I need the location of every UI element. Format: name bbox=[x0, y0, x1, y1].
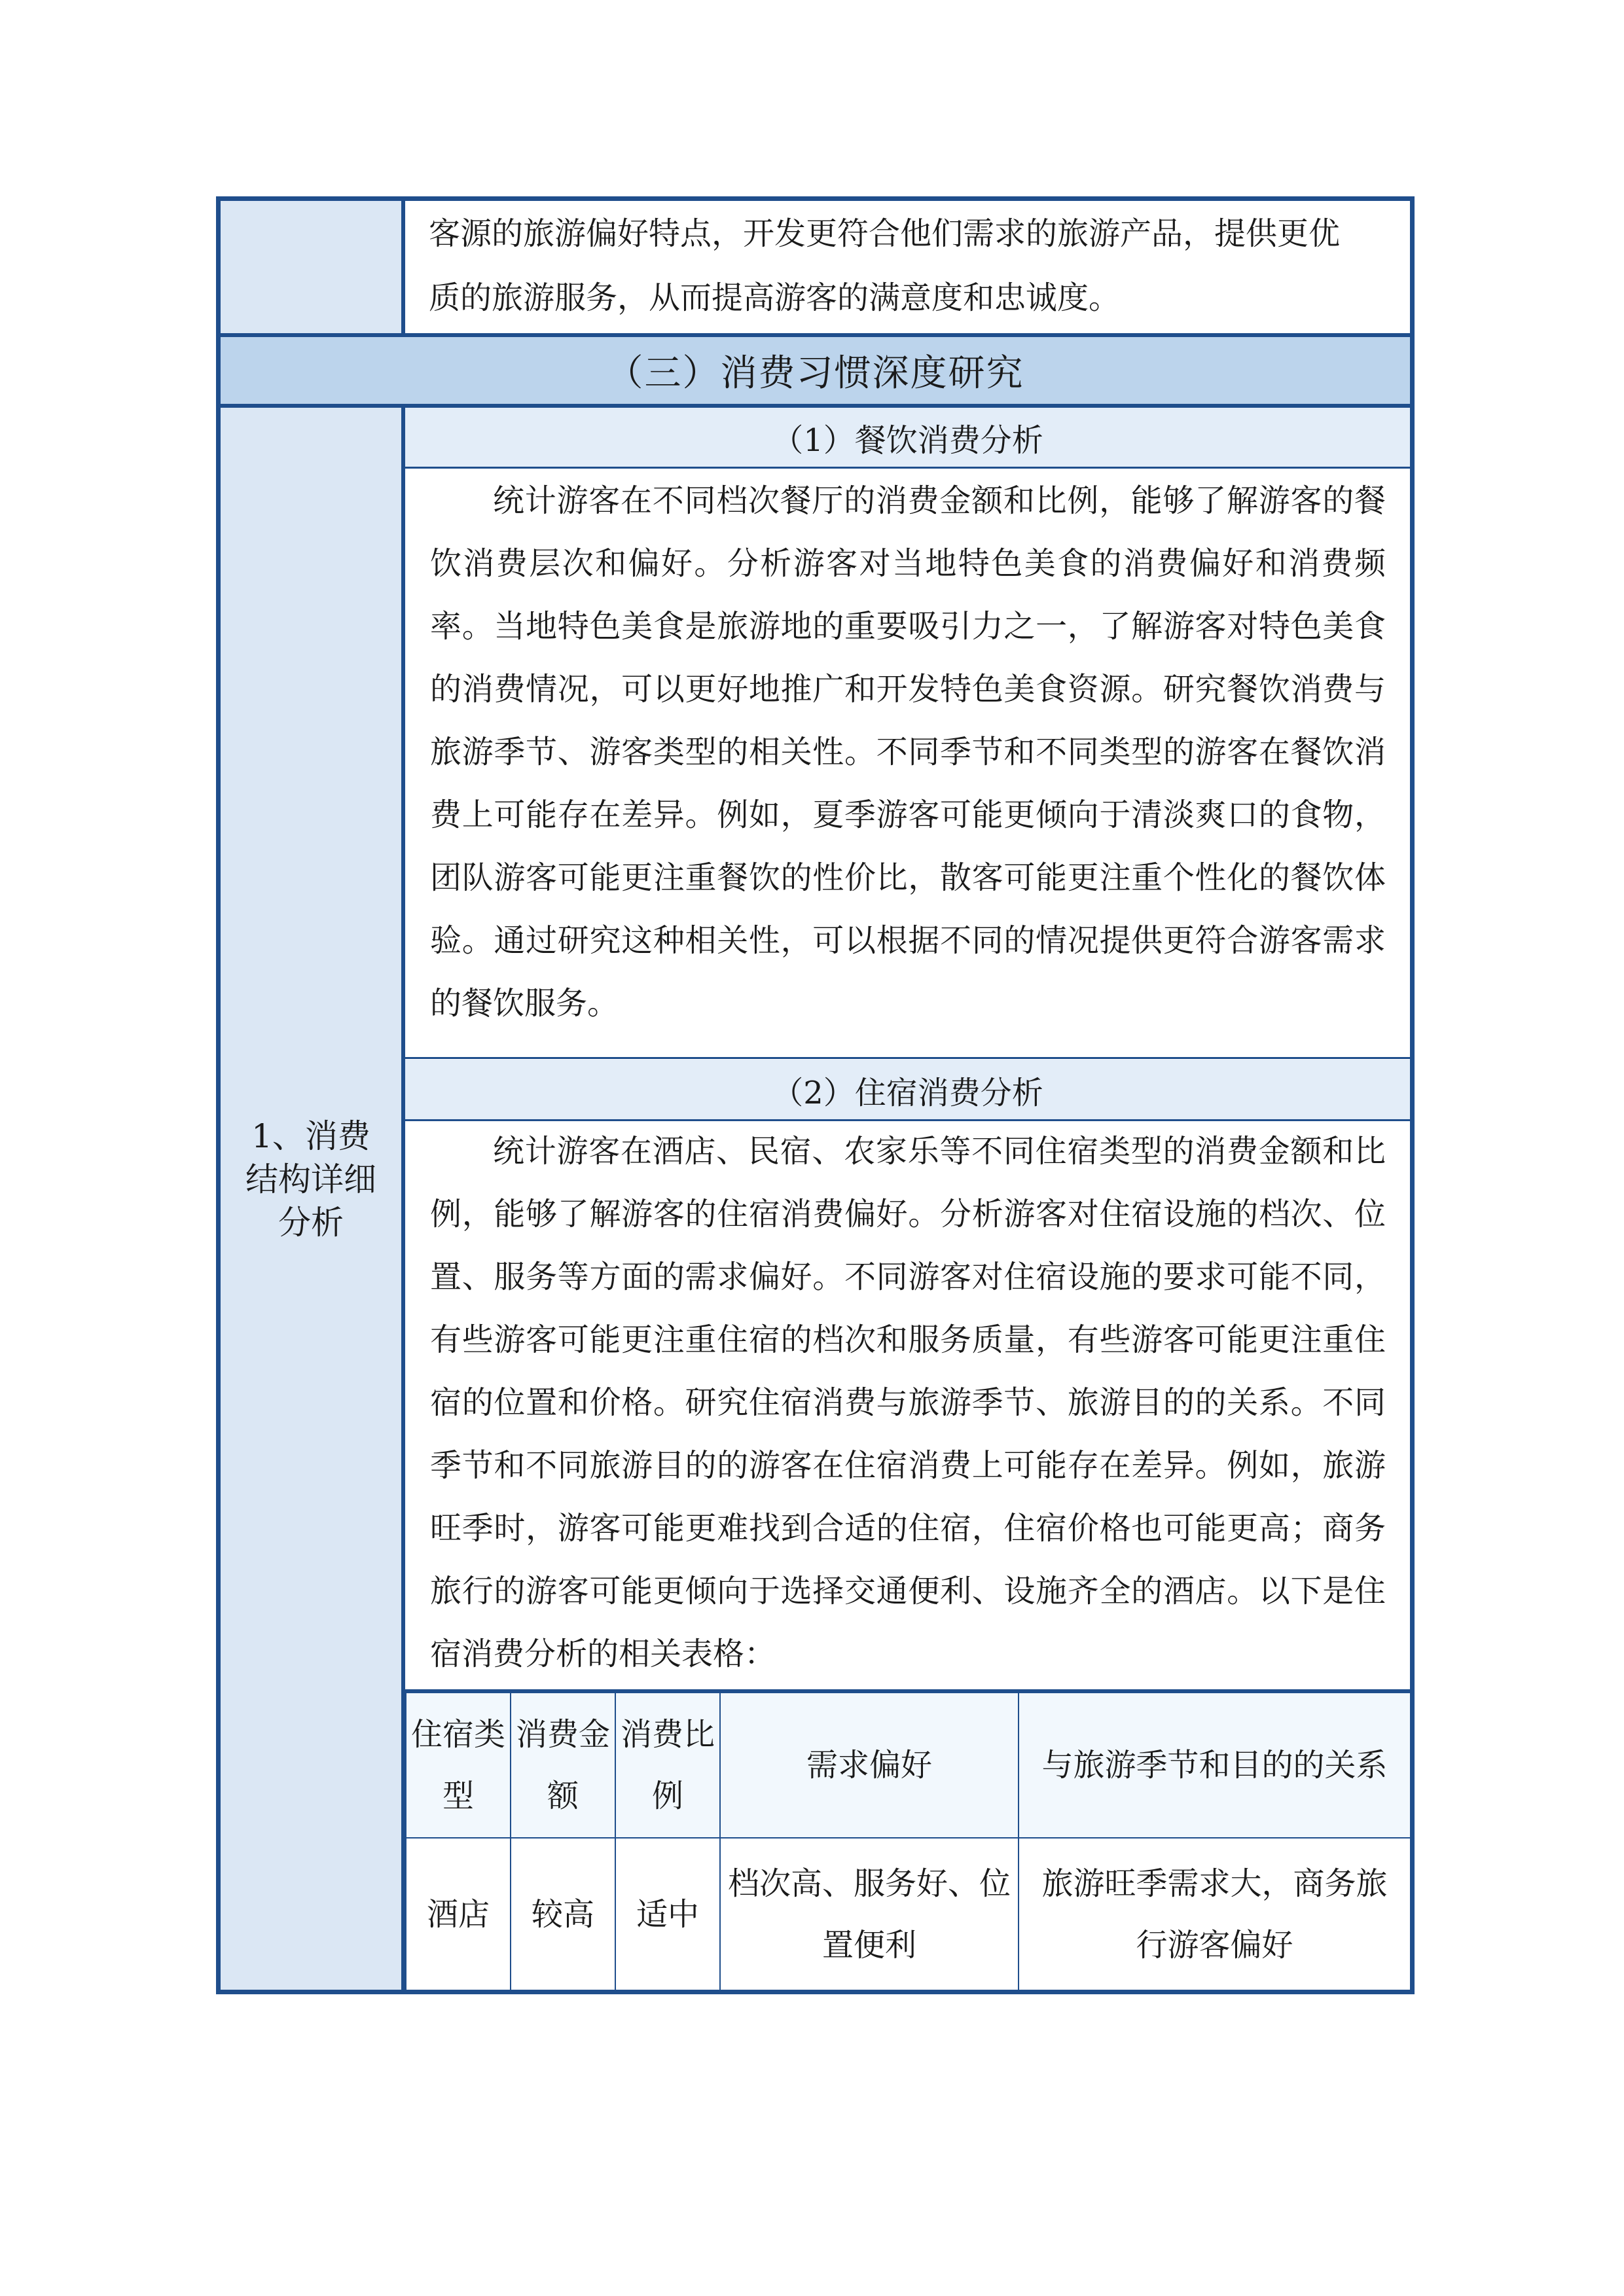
column-divider-top bbox=[401, 201, 405, 333]
section-title-band bbox=[221, 337, 1410, 404]
table-header-cell: 消费比例 bbox=[615, 1693, 720, 1838]
table-header-cell: 需求偏好 bbox=[720, 1693, 1019, 1838]
table-cell: 较高 bbox=[511, 1838, 615, 1990]
row-divider-1 bbox=[221, 333, 1410, 337]
subsection1-body bbox=[430, 469, 1386, 1022]
row-divider-6 bbox=[405, 1689, 1410, 1693]
subsection2-title-band bbox=[405, 1060, 1410, 1120]
table-row bbox=[406, 1838, 1411, 1990]
table-cell: 酒店 bbox=[406, 1838, 511, 1990]
column-divider-main bbox=[401, 408, 405, 1990]
row-divider-4 bbox=[405, 1057, 1410, 1059]
top-left-cell bbox=[221, 201, 401, 333]
subsection2-text: 统计游客在酒店、民宿、农家乐等不同住宿类型的消费金额和比例，能够了解游客的住宿消费偏好。分析游客对住宿设施的档次、位置、服务等方面的需求偏好。不同游客对住宿设施的要求可能不同，有些游客可能更注重住宿的档次和服务质量，有些游客可能更注重住宿的位置和价格。研究住宿消费与旅游季节、旅游目的的关系。不同季节和不同旅游目的的游客在住宿消费上可能存在差异。例如，旅游旺季时，游客可能更难找到合适的住宿，住宿价格也可能更高；商务旅行的游客可能更倾向于选择交通便利、设施齐全的酒店。以下是住宿消费分析的相关表格： bbox=[430, 1133, 1386, 1672]
table-header-cell: 与旅游季节和目的的关系 bbox=[1019, 1693, 1411, 1838]
document-frame bbox=[216, 196, 1415, 1994]
left-label-cell bbox=[221, 408, 401, 1990]
subsection1-title-band bbox=[405, 408, 1410, 467]
top-line-1: 客源的旅游偏好特点，开发更符合他们需求的旅游产品，提供更优 bbox=[429, 215, 1341, 252]
subsection1-title: （1）餐饮消费分析 bbox=[772, 422, 1043, 459]
table-cell: 旅游旺季需求大，商务旅行游客偏好 bbox=[1019, 1838, 1411, 1990]
left-label: 1、消费结构详细分析 bbox=[245, 1117, 376, 1242]
row-divider-2 bbox=[221, 404, 1410, 408]
row-divider-5 bbox=[405, 1119, 1410, 1121]
subsection2-body bbox=[430, 1120, 1386, 1685]
row-divider-3 bbox=[405, 467, 1410, 469]
table-header-row bbox=[406, 1693, 1411, 1838]
table-cell: 档次高、服务好、位置便利 bbox=[720, 1838, 1019, 1990]
table-header-cell: 消费金额 bbox=[511, 1693, 615, 1838]
section-title: （三）消费习惯深度研究 bbox=[606, 352, 1024, 395]
table-cell: 适中 bbox=[615, 1838, 720, 1990]
top-line-2: 质的旅游服务，从而提高游客的满意度和忠诚度。 bbox=[429, 279, 1121, 316]
lodging-table bbox=[405, 1692, 1411, 1991]
top-continuation bbox=[429, 201, 1384, 333]
table-header-cell: 住宿类型 bbox=[406, 1693, 511, 1838]
subsection2-title: （2）住宿消费分析 bbox=[772, 1074, 1043, 1111]
subsection1-text: 统计游客在不同档次餐厅的消费金额和比例，能够了解游客的餐饮消费层次和偏好。分析游客对当地特色美食的消费偏好和消费频率。当地特色美食是旅游地的重要吸引力之一，了解游客对特色美食的消费情况，可以更好地推广和开发特色美食资源。研究餐饮消费与旅游季节、游客类型的相关性。不同季节和不同类型的游客在餐饮消费上可能存在差异。例如，夏季游客可能更倾向于清淡爽口的食物，团队游客可能更注重餐饮的性价比，散客可能更注重个性化的餐饮体验。通过研究这种相关性，可以根据不同的情况提供更符合游客需求的餐饮服务。 bbox=[430, 482, 1386, 1022]
